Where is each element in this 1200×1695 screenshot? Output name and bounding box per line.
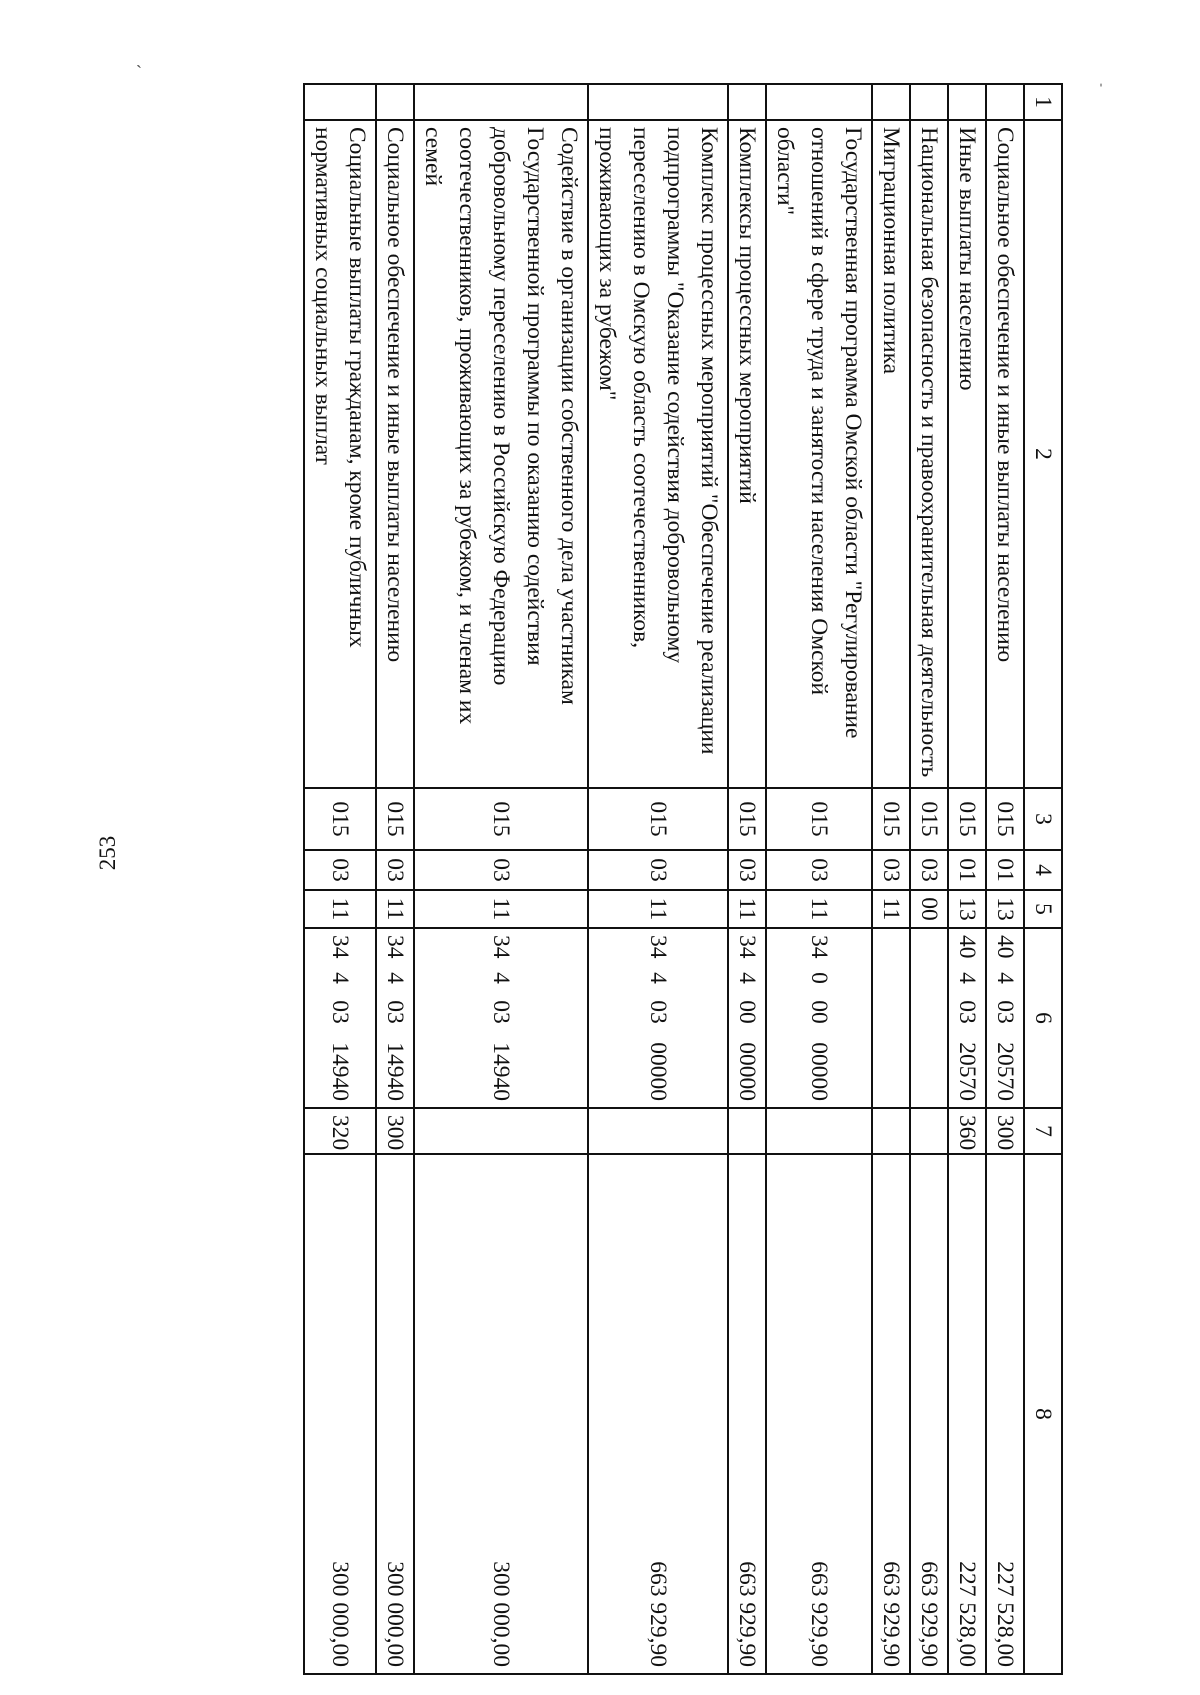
cell-code-c [872,992,910,1032]
cell-name: Национальная безопасность и правоохранительная деятельность [910,120,948,788]
cell-code-c: 03 [986,992,1024,1032]
cell-code-d: 20570 [948,1032,986,1108]
cell-code-a: 34 [304,928,376,964]
cell-col-7: 320 [304,1108,376,1154]
cell-col-5: 13 [986,890,1024,928]
header-col-6: 6 [1024,928,1062,1108]
cell-code-b: 4 [304,964,376,992]
cell-code-b: 4 [376,964,414,992]
cell-col-1 [588,84,728,120]
cell-code-d: 14940 [376,1032,414,1108]
cell-code-a [910,928,948,964]
cell-amount: 300 000,00 [304,1154,376,1674]
cell-code-d: 14940 [304,1032,376,1108]
cell-col-7 [766,1108,872,1154]
table-row [588,84,728,1674]
cell-code-c: 03 [376,992,414,1032]
table-body [304,84,1062,1674]
header-col-8: 8 [1024,1154,1062,1674]
cell-code-b: 4 [986,964,1024,992]
cell-name: Комплексы процессных мероприятий [728,120,766,788]
table-row [728,84,766,1674]
cell-amount: 663 929,90 [872,1154,910,1674]
cell-col-3: 015 [948,788,986,850]
cell-col-7 [588,1108,728,1154]
cell-col-3: 015 [910,788,948,850]
cell-col-4: 03 [414,850,588,890]
cell-code-a: 34 [766,928,872,964]
cell-col-7 [728,1108,766,1154]
cell-code-b: 0 [766,964,872,992]
page-number: 253 [95,835,120,871]
cell-col-5: 11 [414,890,588,928]
cell-amount: 300 000,00 [414,1154,588,1674]
cell-col-1 [376,84,414,120]
cell-code-b: 4 [588,964,728,992]
cell-code-d: 20570 [986,1032,1024,1108]
cell-col-5: 11 [376,890,414,928]
cell-amount: 663 929,90 [728,1154,766,1674]
cell-col-5: 00 [910,890,948,928]
cell-col-1 [728,84,766,120]
cell-col-4: 01 [986,850,1024,890]
cell-col-1 [986,84,1024,120]
cell-col-7: 300 [986,1108,1024,1154]
cell-name: Содействие в организации собственного дела участникам Государственной программы по оказанию содействия добровольному переселению в Российскую Федерацию соотечественников, проживающих за рубежом, и членам их семей [414,120,588,788]
cell-name: Социальное обеспечение и иные выплаты населению [376,120,414,788]
cell-code-c: 03 [414,992,588,1032]
cell-code-a: 40 [986,928,1024,964]
table-row [872,84,910,1674]
cell-code-d: 00000 [766,1032,872,1108]
cell-col-5: 11 [766,890,872,928]
cell-col-3: 015 [414,788,588,850]
cell-code-d: 14940 [414,1032,588,1108]
cell-code-a: 40 [948,928,986,964]
cell-code-c: 03 [304,992,376,1032]
cell-code-b [910,964,948,992]
cell-code-c: 00 [766,992,872,1032]
cell-col-1 [304,84,376,120]
cell-name: Миграционная политика [872,120,910,788]
cell-col-1 [414,84,588,120]
cell-col-1 [872,84,910,120]
cell-col-4: 03 [766,850,872,890]
cell-col-4: 03 [376,850,414,890]
cell-col-3: 015 [588,788,728,850]
cell-col-3: 015 [304,788,376,850]
cell-col-1 [948,84,986,120]
cell-amount: 227 528,00 [948,1154,986,1674]
cell-col-5: 11 [728,890,766,928]
cell-code-d: 00000 [728,1032,766,1108]
cell-code-a: 34 [376,928,414,964]
table-row [910,84,948,1674]
cell-code-a: 34 [588,928,728,964]
cell-col-4: 03 [728,850,766,890]
cell-code-c [910,992,948,1032]
cell-amount: 663 929,90 [910,1154,948,1674]
cell-col-7 [872,1108,910,1154]
cell-amount: 663 929,90 [766,1154,872,1674]
table-row [766,84,872,1674]
cell-col-3: 015 [872,788,910,850]
cell-col-1 [766,84,872,120]
cell-col-7 [414,1108,588,1154]
table-row [304,84,376,1674]
table-row [414,84,588,1674]
cell-code-c: 03 [948,992,986,1032]
cell-col-5: 11 [872,890,910,928]
cell-code-d: 00000 [588,1032,728,1108]
cell-name: Социальное обеспечение и иные выплаты населению [986,120,1024,788]
cell-code-a: 34 [728,928,766,964]
cell-code-a [872,928,910,964]
header-col-4: 4 [1024,850,1062,890]
cell-code-b [872,964,910,992]
cell-col-3: 015 [728,788,766,850]
header-col-3: 3 [1024,788,1062,850]
cell-code-d [872,1032,910,1108]
cell-code-a: 34 [414,928,588,964]
table-row [948,84,986,1674]
cell-col-5: 13 [948,890,986,928]
cell-col-4: 03 [588,850,728,890]
rotated-table-container [147,83,1063,1673]
table-row [986,84,1024,1674]
scan-speck: ˈ [1098,80,1104,100]
table-row [376,84,414,1674]
cell-code-c: 03 [588,992,728,1032]
cell-name: Комплекс процессных мероприятий "Обеспечение реализации подпрограммы "Оказание содействия добровольному переселению в Омскую область соотечественников, проживающих за рубежом" [588,120,728,788]
cell-col-3: 015 [376,788,414,850]
cell-code-b: 4 [948,964,986,992]
cell-amount: 663 929,90 [588,1154,728,1674]
cell-code-b: 4 [728,964,766,992]
cell-col-5: 11 [588,890,728,928]
cell-col-4: 03 [910,850,948,890]
cell-col-3: 015 [766,788,872,850]
cell-name: Иные выплаты населению [948,120,986,788]
budget-table [303,83,1063,1675]
cell-col-4: 03 [304,850,376,890]
cell-col-5: 11 [304,890,376,928]
header-row [1024,84,1062,1674]
cell-col-7: 360 [948,1108,986,1154]
cell-amount: 300 000,00 [376,1154,414,1674]
header-col-2: 2 [1024,120,1062,788]
header-col-1: 1 [1024,84,1062,120]
cell-col-7: 300 [376,1108,414,1154]
cell-code-c: 00 [728,992,766,1032]
cell-code-d [910,1032,948,1108]
cell-col-4: 03 [872,850,910,890]
cell-col-4: 01 [948,850,986,890]
cell-amount: 227 528,00 [986,1154,1024,1674]
cell-col-7 [910,1108,948,1154]
header-col-7: 7 [1024,1108,1062,1154]
cell-name: Государственная программа Омской области "Регулирование отношений в сфере труда и занятости населения Омской области" [766,120,872,788]
cell-name: Социальные выплаты гражданам, кроме публичных нормативных социальных выплат [304,120,376,788]
header-col-5: 5 [1024,890,1062,928]
scan-speck: ˋ [136,62,142,82]
cell-code-b: 4 [414,964,588,992]
cell-col-3: 015 [986,788,1024,850]
cell-col-1 [910,84,948,120]
